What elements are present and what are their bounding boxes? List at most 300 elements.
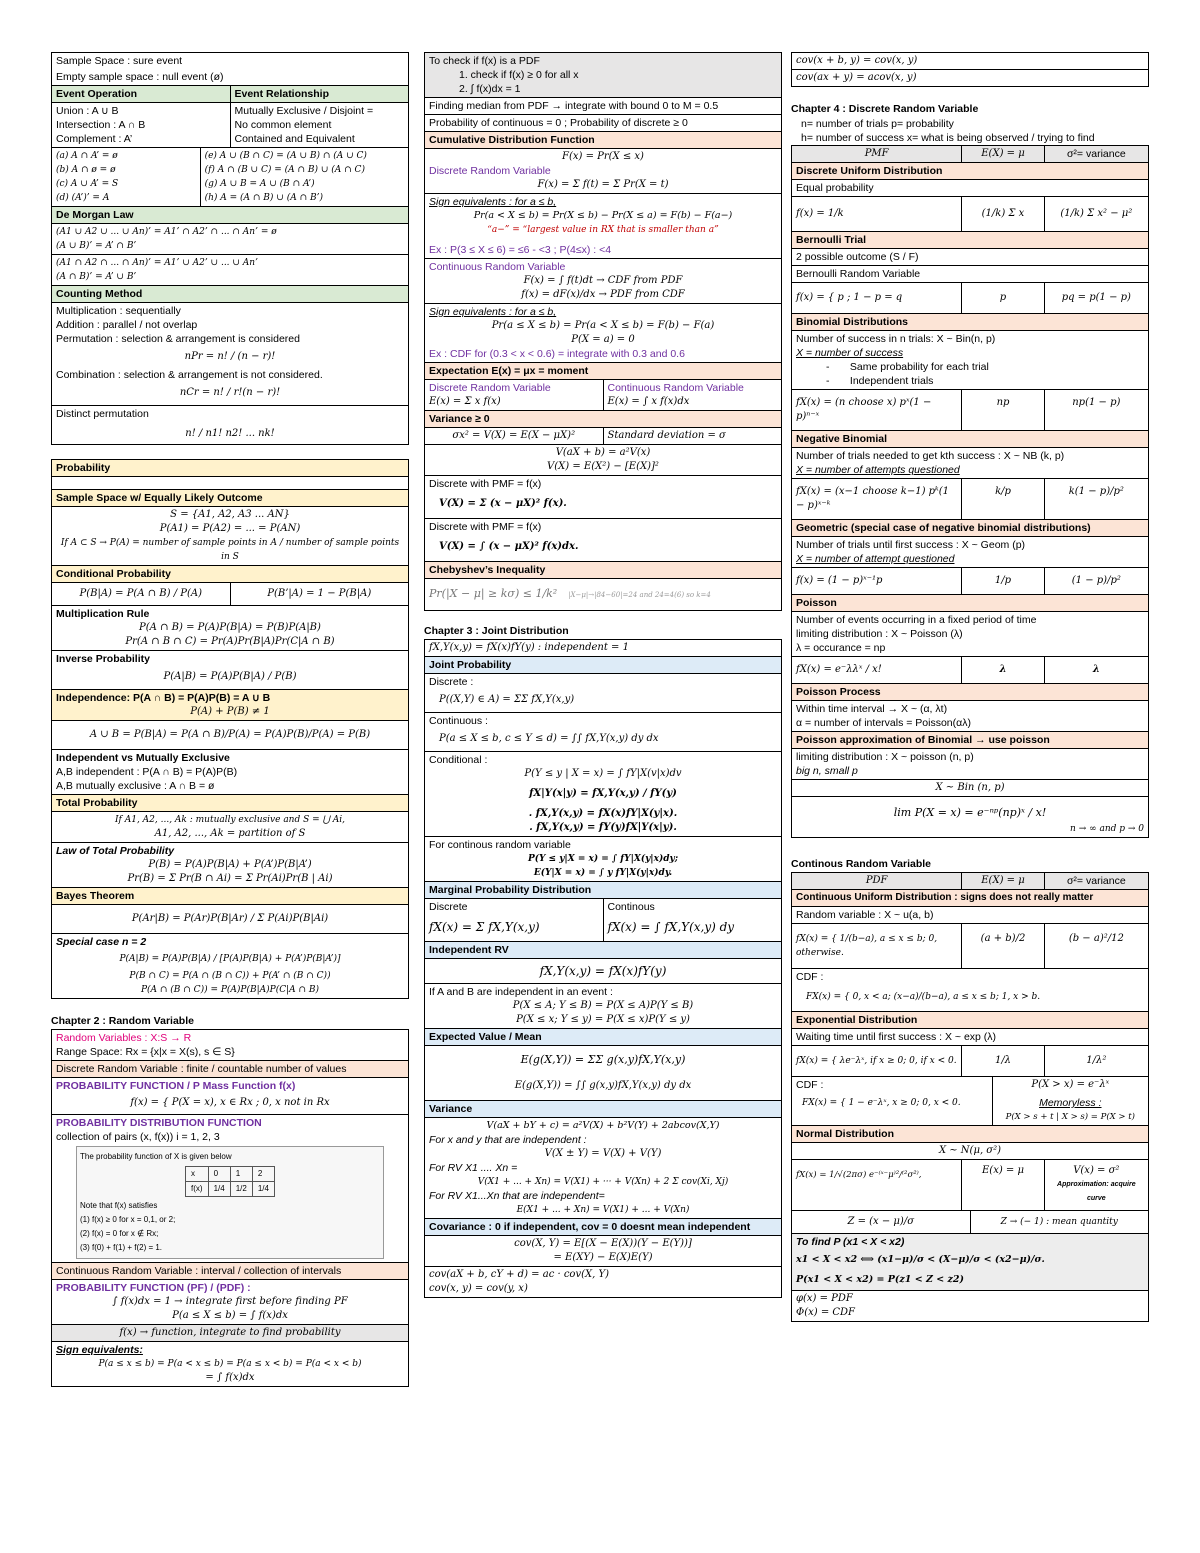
ex-col: E(X) = μ [961,146,1043,162]
geo-var: (1 − p)/p² [1044,568,1148,594]
mult-line: P(A ∩ B) = P(A)P(B|A) = P(B)P(A|B) [139,622,321,633]
crv-line: F(x) = ∫ f(t)dt → CDF from PDF [523,275,683,286]
exp-cdf-formula: FX(x) = { 1 − e⁻λˣ, x ≥ 0; 0, x < 0. [802,1098,961,1108]
lim-note: n → ∞ and p → 0 [1070,824,1144,834]
combination-formula: nCr = n! / r!(n − r)! [179,387,281,398]
geo-mean: 1/p [961,568,1043,594]
pdf-label: PROBABILITY DISTRIBUTION FUNCTION [56,1117,262,1129]
demorgan-header: De Morgan Law [52,206,408,223]
pab-line: limiting distribution : X ~ poisson (n, p) [796,751,974,763]
normal-pdf: fX(x) = 1/√(2πσ) e⁻⁽ˣ⁻μ⁾²/⁽²σ²⁾, [796,1170,922,1180]
empty-space: Empty sample space : null event (ø) [56,71,224,83]
poi-line: Number of events occurring in a fixed period of time [796,614,1037,626]
bin-line: Number of success in n trials: X ~ Bin(n, p) [796,333,996,345]
law: (h) A = (A ∩ B) ∪ (A ∩ B’) [204,193,323,203]
distinct-formula: n! / n1! n2! ... nk! [185,428,275,439]
var-line: V(X) = E(X²) − [E(X)]² [547,461,659,472]
check-line: 1. check if f(x) ≥ 0 for all x [459,69,579,81]
event-ops [52,103,230,147]
find-label: To find P (x1 < X < x2) [796,1236,905,1248]
marginal-header: Marginal Probability Distribution [425,881,781,898]
chapter-4-notes [791,117,1149,145]
joint-header: Joint Probability [425,656,781,673]
joint-box [424,639,782,1298]
crv-body [52,1279,408,1324]
ivm-line: A,B independent : P(A ∩ B) = P(A)P(B) [56,766,238,778]
pab-header: Poisson approximation of Binomial → use poisson [792,731,1148,748]
check-line: 2. ∫ f(x)dx = 1 [459,83,521,95]
cont-formula: P(a ≤ X ≤ b, c ≤ Y ≤ d) = ∫∫ fX,Y(x,y) dy dx [439,733,659,744]
special-line: P(A|B) = P(A)P(B|A) / [P(A)P(B|A) + P(A’)P(B|A’)] [119,954,341,964]
drv-header: Discrete Random Variable : finite / countable number of values [52,1060,408,1077]
example-2: Ex : CDF for (0.3 < x < 0.6) = integrate with 0.3 and 0.6 [429,348,685,360]
count-line: Permutation : selection & arrangement is considered [56,333,300,345]
bin-mean: np [961,390,1043,430]
ivm-label: Independent vs Mutually Exclusive [56,752,230,764]
brv-pmf: f(x) = { p ; 1 − p = q [796,292,903,303]
ivm-body [52,749,408,794]
fig-note: (3) f(0) + f(1) + f(2) = 1. [80,1243,163,1252]
crv-line: f(x) = dF(x)/dx → PDF from CDF [521,289,685,300]
var-header: Variance [425,1100,781,1117]
edrv-label: Discrete Random Variable [429,382,551,394]
bin-bullet-text: Same probability for each trial [849,361,989,373]
crv-line: ∫ f(x)dx = 1 → integrate first before finding PF [112,1296,348,1307]
total-header: Total Probability [52,794,408,811]
expect-continuous [603,380,782,410]
cheb-example: |X−μ|→|84−60|=24 and 24=4(6) so k=4 [568,591,711,599]
signeq-line: = ∫ f(x)dx [205,1372,255,1383]
var-row [425,427,781,444]
normal-note: Approximation: acquire curve [1057,1181,1136,1202]
cell: f(x) [186,1182,209,1197]
ivm-line: A,B mutually exclusive : A ∩ B = ø [56,780,215,792]
poi-mean: λ [961,657,1043,683]
discrete-dist-box [791,145,1149,838]
pairs-line: collection of pairs (x, f(x)) i = 1, 2, 3 [56,1131,220,1143]
cov-body [425,1235,781,1266]
probability-header: Probability [52,460,408,476]
ifab-label: If A and B are independent in an event : [429,986,613,998]
fig-title: The probability function of X is given below [80,1152,232,1161]
normal-var-cell [1044,1160,1148,1210]
pmf-table [185,1166,275,1197]
pmf-col: PMF [864,148,889,159]
brv-line: Bernoulli Random Variable [792,265,1148,282]
sign-eq-body [52,1341,408,1386]
cov-line: cov(X, Y) = E[(X − E(X))(Y − E(Y))] [514,1238,692,1249]
law: (c) A ∪ A’ = S [56,179,119,189]
pab-line: big n, small p [796,765,858,777]
cheb-formula: Pr(|X − μ| ≥ kσ) ≤ 1/k² [429,587,558,600]
se-note: “a−” = “largest value in RX that is smaller than a” [487,225,719,235]
edrv-formula: E(x) = Σ x f(x) [429,396,501,407]
cov-line: = E(XY) − E(X)E(Y) [553,1252,653,1263]
var-line: For x and y that are independent : [429,1134,587,1146]
median: Finding median from PDF → integrate with bound 0 to M = 0.5 [425,97,781,114]
mc-label: Continous [607,901,655,913]
event-rel-header: Event Relationship [230,86,409,102]
for-continuous [425,836,781,881]
cu-cdf [792,968,1148,1011]
md-formula: fX(x) = Σ fX,Y(x,y) [429,920,540,934]
bin-body [792,330,1148,389]
cdf-formula: F(x) = Pr(X ≤ x) [562,151,644,162]
cdf-label: CDF : [796,971,824,983]
expect-discrete [425,380,603,410]
disc-label: Discrete : [429,676,474,688]
set-theory-box [51,52,409,445]
neg-header: Negative Binomial [792,430,1148,447]
cu-mean: (a + b)/2 [961,924,1043,968]
pp-header: Poisson Process [792,683,1148,700]
indep-line: A ∪ B = P(B|A) = P(A ∩ B)/P(A) = P(A)P(B)/P(A) = P(B) [89,729,371,740]
probability-box [51,459,409,999]
ecrv-label: Continuous Random Variable [607,382,744,394]
prob-cd: Probability of continuous = 0 ; Probability of discrete ≥ 0 [425,114,781,131]
cell: x [186,1167,209,1182]
marginal-body [425,898,781,941]
se-body [425,193,781,258]
normal-row [792,1159,1148,1210]
bin-bullet-text: Independent trials [849,375,934,387]
du-var: (1/k) Σ x² − μ² [1044,197,1148,231]
neg-line: X = number of attempts questioned [796,464,960,476]
ltp-line: Pr(B) = Σ Pr(B ∩ Ai) = Σ Pr(Ai)Pr(B | Ai) [127,873,333,884]
mult-line: Pr(A ∩ B ∩ C) = Pr(A)Pr(B|A)Pr(C|A ∩ B) [125,636,335,647]
law: (e) A ∪ (B ∩ C) = (A ∪ B) ∩ (A ∪ C) [204,151,367,161]
signeq-label: Sign equivalents: [56,1344,143,1356]
table-row [186,1167,275,1182]
dpmf-2 [425,518,781,561]
law: (f) A ∩ (B ∪ C) = (A ∩ B) ∪ (A ∩ C) [204,165,365,175]
fig-note: (1) f(x) ≥ 0 for x = 0,1, or 2; [80,1215,176,1224]
note: h= number of success x= what is being observed / trying to find [801,132,1095,144]
fig-note: Note that f(x) satisfies [80,1201,158,1210]
cov-prop: cov(ax + y) = acov(x, y) [792,69,1148,86]
z-formula: Z = (x − μ)/σ [847,1216,915,1227]
normal-dist: X ~ N(μ, σ²) [792,1142,1148,1159]
forcont-label: For continous random variable [429,839,571,851]
special-line: P(A ∩ (B ∩ C)) = P(A)P(B|A)P(C|A ∩ B) [140,985,320,995]
neg-pmf: fX(x) = (x−1 choose k−1) pᵏ(1 − p)ˣ⁻ᵏ [796,486,949,511]
cu-var: (b − a)²/12 [1044,924,1148,968]
se2-formula: P(X = a) = 0 [571,334,635,345]
cond-right: P(B’|A) = 1 − P(B|A) [230,583,409,605]
continuous-title: Continous Random Variable [791,858,932,870]
dm-line: (A ∩ B)’ = A’ ∪ B’ [56,272,137,282]
fc-formula: E(Y|X = x) = ∫ y fY|X(y|x)dy. [533,868,673,878]
dm-line: (A1 ∩ A2 ∩ ... ∩ An)’ = A1’ ∪ A2’ ∪ ... ∪ An’ [56,258,258,268]
crv-body [425,258,781,303]
ecrv-formula: E(x) = ∫ x f(x)dx [607,396,690,407]
cdf-body [425,148,781,193]
var-header: Variance ≥ 0 [425,410,781,427]
se-formula: Pr(a < X ≤ b) = Pr(X ≤ b) − Pr(X ≤ a) = F(b) − F(a−) [473,210,733,221]
cell: 0 [208,1167,230,1182]
exp-header: Exponential Distribution [792,1011,1148,1028]
independence-body [52,689,408,720]
total-body [52,811,408,842]
exp-pdf: fX(x) = { λe⁻λˣ, if x ≥ 0; 0, if x < 0. [796,1056,957,1066]
rv-line: Random Variables : X:S → R [56,1032,192,1044]
law: (a) A ∩ A’ = ø [56,151,118,161]
random-variable-box [51,1029,409,1387]
poisson-header: Poisson [792,594,1148,611]
cdf-label: CDF : [796,1079,824,1091]
poi-line: limiting distribution : X ~ Poisson (λ) [796,628,963,640]
conditional-header: Conditional Probability [52,565,408,582]
cov-line: cov(aX + b, cY + d) = ac · cov(X, Y) [429,1269,609,1280]
geo-row [792,567,1148,594]
var-col: σ²= variance [1044,873,1148,889]
bin-line: X = number of success [796,347,904,359]
var-col: σ²= variance [1044,146,1148,162]
var-body [425,1117,781,1218]
exp-tail: P(X > x) = e⁻λˣ [1031,1079,1110,1090]
count-line: Addition : parallel / not overlap [56,319,198,331]
cell: 1 [230,1167,252,1182]
mult-label: Multiplication Rule [56,608,150,620]
cond-formula: P(Y ≤ y | X = x) = ∫ fY|X(v|x)dv [524,768,682,779]
var-line: V(aX + bY + c) = a²V(X) + b²V(Y) + 2abcov(X,Y) [486,1120,720,1131]
independent-rv-formula: fX,Y(x,y) = fX(x)fY(y) [425,958,781,983]
neg-line: Number of trials needed to get kth success : X ~ NB (k, p) [796,450,1065,462]
pp-line: α = number of intervals = Poisson(αλ) [796,717,971,729]
bin-row [792,389,1148,430]
joint-indep: fX,Y(x,y) = fX(x)fY(y) : independent = 1 [429,642,629,653]
cu-pdf: fX(x) = { 1/(b−a), a ≤ x ≤ b; 0, otherwise. [796,934,938,958]
var-body [425,444,781,475]
expect-header: Expectation E(x) = μx = moment [425,362,781,379]
pp-body [792,700,1148,731]
bin-bullet: - Same probability for each trial [826,361,989,373]
pab-body [792,748,1148,779]
cell: 2 [252,1167,274,1182]
expect-body [425,379,781,410]
brv-row [792,282,1148,313]
disc-formula: P((X,Y) ∈ A) = ΣΣ fX,Y(x,y) [439,694,575,705]
cell: 1/2 [230,1182,252,1197]
geo-header: Geometric (special case of negative binomial distributions) [792,519,1148,536]
du-label: Equal probability [792,179,1148,196]
crv-pf-label: PROBABILITY FUNCTION (PF) / (PDF) : [56,1282,251,1294]
se2-label: Sign equivalents : for a ≤ b, [429,306,557,318]
chapter-2-title: Chapter 2 : Random Variable [51,1015,194,1027]
special-label: Special case n = 2 [56,936,147,948]
inv-formula: P(A|B) = P(A)P(B|A) / P(B) [163,671,297,682]
neg-var: k(1 − p)/p² [1044,479,1148,519]
marginal-continuous [603,899,782,941]
cov-prop: cov(x + b, y) = cov(x, y) [796,55,918,66]
cdf-box [424,52,782,611]
joint-continuous [425,712,781,751]
cov-line: cov(x, y) = cov(y, x) [429,1283,528,1294]
column-1 [51,52,409,1387]
bayes-body [52,904,408,933]
memoryless-formula: P(X > s + t | X > s) = P(X > t) [1005,1112,1135,1122]
signeq-line: P(a ≤ x ≤ b) = P(a < x ≤ b) = P(a ≤ x < b) = P(a < x < b) [98,1359,362,1369]
sd-label: Standard deviation = σ [603,428,782,444]
continuous-dist-box [791,872,1149,1322]
bayes-header: Bayes Theorem [52,887,408,904]
normal-header: Normal Distribution [792,1125,1148,1142]
find-formula: P(x1 < X < x2) = P(z1 < Z < z2) [796,1274,965,1285]
exp-cdf-right [992,1077,1148,1125]
exp-mean: 1/λ [961,1046,1043,1076]
fc-formula: P(Y ≤ y|X = x) = ∫ fY|X(y|x)dy; [527,854,679,864]
md-label: Discrete [429,901,468,913]
cov-props-box [791,52,1149,87]
lim-formula: lim P(X = x) = e⁻ⁿᵖ(np)ˣ / x! [893,806,1047,819]
var-line: For RV X1...Xn that are independent= [429,1190,605,1202]
law: (d) (A’)’ = A [56,193,110,203]
geo-body [792,536,1148,567]
laws-left [52,148,200,206]
conditional-body [52,582,408,605]
dpmf-label: Discrete with PMF = f(x) [429,521,542,533]
pmf-body [52,1077,408,1114]
find-body [792,1233,1148,1290]
chapter-4-title: Chapter 4 : Discrete Random Variable [791,103,979,115]
normal-mean: E(x) = μ [961,1160,1043,1210]
exp-cdf-left [792,1077,992,1125]
dpmf-formula: V(X) = Σ (x − μX)² f(x). [439,498,567,509]
range-line: Range Space: Rx = {x|x = X(s), s ∈ S} [56,1046,235,1058]
set-laws [52,147,408,206]
neg-mean: k/p [961,479,1043,519]
total-line: If A1, A2, ..., Ak : mutually exclusive and S = ⋃ Ai, [114,815,346,825]
brv-var: pq = p(1 − p) [1044,283,1148,313]
event-rels [230,103,409,147]
dm-line: (A ∪ B)’ = A’ ∩ B’ [56,241,137,251]
exp-var: 1/λ² [1044,1046,1148,1076]
ev-body [425,1045,781,1100]
drv-label: Discrete Random Variable [429,165,551,177]
count-line: Multiplication : sequentially [56,305,181,317]
pdf-body [52,1114,408,1262]
rel: No common element [234,119,332,131]
bin-var: np(1 − p) [1044,390,1148,430]
distinct-label: Distinct permutation [56,408,149,420]
bt-header: Bernoulli Trial [792,231,1148,248]
memoryless-label: Memoryless : [1039,1097,1102,1109]
cdf-header: Cumulative Distribution Function [425,131,781,148]
crv-label: Continuous Random Variable [429,261,566,273]
dpmf-label: Discrete with PMF = f(x) [429,478,542,490]
bin-pmf: fX(x) = (n choose x) pˣ(1 − p)ⁿ⁻ˣ [796,397,932,422]
ifab-line: P(X ≤ x; Y ≤ y) = P(X ≤ x)P(Y ≤ y) [516,1014,690,1025]
var-line: For RV X1 .... Xn = [429,1162,518,1174]
event-rows [52,102,408,147]
pmf-formula: f(x) = { P(X = x), x ∈ Rx ; 0, x not in Rx [130,1097,330,1108]
event-header [52,85,408,102]
cu-line: Random variable : X ~ u(a, b) [792,906,1148,923]
check-label: To check if f(x) is a PDF [429,55,540,67]
crv-line: P(a ≤ X ≤ b) = ∫ f(x)dx [172,1310,288,1321]
note: n= number of trials p= probability [801,118,954,130]
cell: 1/4 [208,1182,230,1197]
poi-pmf: fX(x) = e⁻λλˣ / x! [796,664,882,675]
bayes-formula: P(Ar|B) = P(Ar)P(B|Ar) / Σ P(Ai)P(B|Ai) [131,913,329,924]
if-ab [425,983,781,1028]
dpmf-1 [425,475,781,518]
cov-body-2 [425,1266,781,1297]
ltp-line: P(B) = P(A)P(B|A) + P(A’)P(B|A’) [148,859,312,870]
joint-conditional [425,751,781,836]
counting-header: Counting Method [52,285,408,302]
bin-bullet: - Independent trials [826,375,934,387]
exp-cdf [792,1076,1148,1125]
op: Union : A ∪ B [56,105,119,117]
marginal-discrete [425,899,603,941]
ltp-label: Law of Total Probability [56,845,175,857]
ifab-line: P(X ≤ A; Y ≤ B) = P(X ≤ A)P(Y ≤ B) [512,1000,694,1011]
op: Complement : A’ [56,133,133,145]
brv-mean: p [961,283,1043,313]
cu-cdf-formula: FX(x) = { 0, x < a; (x−a)/(b−a), a ≤ x ≤ b; 1, x > b. [806,992,1041,1002]
demorgan-2 [52,254,408,285]
pmf-label: PROBABILITY FUNCTION / P Mass Function f(x) [56,1080,296,1092]
law: (g) A ∪ B = A ∪ (B ∩ A’) [204,179,315,189]
inverse-body [52,650,408,689]
ev-header: Expected Value / Mean [425,1028,781,1045]
du-header: Discrete Uniform Distribution [792,162,1148,179]
cell: 1/4 [252,1182,274,1197]
joint-discrete [425,673,781,712]
cu-header: Continuous Uniform Distribution : signs does not really matter [792,889,1148,906]
var-line: V(X1 + ... + Xn) = V(X1) + ··· + V(Xn) + 2 Σ cov(Xi, Xj) [477,1177,729,1187]
cheb-body [425,578,781,610]
cond-formula: fX|Y(x|y) = fX,Y(x,y) / fY(y) [529,788,677,799]
example-1: Ex : P(3 ≤ X ≤ 6) = ≤6 - <3 ; P(4≤x) : <4 [429,244,612,256]
pdf-col: PDF [865,875,888,886]
independence-2 [52,720,408,749]
poi-line: λ = occurance = np [796,642,886,654]
exp-row [792,1045,1148,1076]
spacer [52,476,408,489]
total-line: A1, A2, ..., Ak = partition of S [154,828,306,839]
find-formula: x1 < X < x2 ⟺ (x1−μ)/σ < (X−μ)/σ < (x2−μ)/σ. [796,1254,1045,1265]
geo-line: X = number of attempt questioned [796,553,955,565]
drv-formula: F(x) = Σ f(t) = Σ Pr(X = t) [537,179,669,190]
pp-line: Within time interval → X ~ (α, λt) [796,703,948,715]
du-mean: (1/k) Σ x [961,197,1043,231]
se-label: Sign equivalents : for a ≤ b, [429,196,557,208]
op: Intersection : A ∩ B [56,119,146,131]
indep-label: Independence: P(A ∩ B) = P(A)P(B) = A ∪ B [56,692,271,704]
exp-line: Waiting time until first success : X ~ exp (λ) [792,1028,1148,1045]
special-line: P(B ∩ C) = P(A ∩ (B ∩ C)) + P(A’ ∩ (B ∩ C)) [129,971,331,981]
du-row [792,196,1148,231]
cond-formula: . fX,Y(x,y) = fX(x)fY|X(y|x). [528,808,678,819]
special-body [52,933,408,998]
se2-formula: Pr(a ≤ X ≤ b) = Pr(a < X ≤ b) = F(b) − F(a) [491,320,715,331]
geo-line: Number of trials until first success : X ~ Geom (p) [796,539,1026,551]
fx-line: f(x) → function, integrate to find probability [52,1324,408,1341]
dm-line: (A1 ∪ A2 ∪ ... ∪ An)’ = A1’ ∩ A2’ ∩ ... ∩ An’ = ø [56,227,277,237]
se2-body [425,303,781,362]
ev-formula: E(g(X,Y)) = ∫∫ g(x,y)fX,Y(x,y) dy dx [514,1080,692,1091]
z-note: Z → (− 1) : mean quantity [970,1211,1149,1233]
poisson-body [792,611,1148,656]
var-line: V(X ± Y) = V(X) + V(Y) [544,1148,662,1159]
equally-body [52,506,408,565]
ltp-body [52,842,408,887]
var-formula: σx² = V(X) = E(X − μX)² [452,430,576,441]
count-line: Combination : selection & arrangement is not considered. [56,369,323,381]
phi-body [792,1290,1148,1321]
